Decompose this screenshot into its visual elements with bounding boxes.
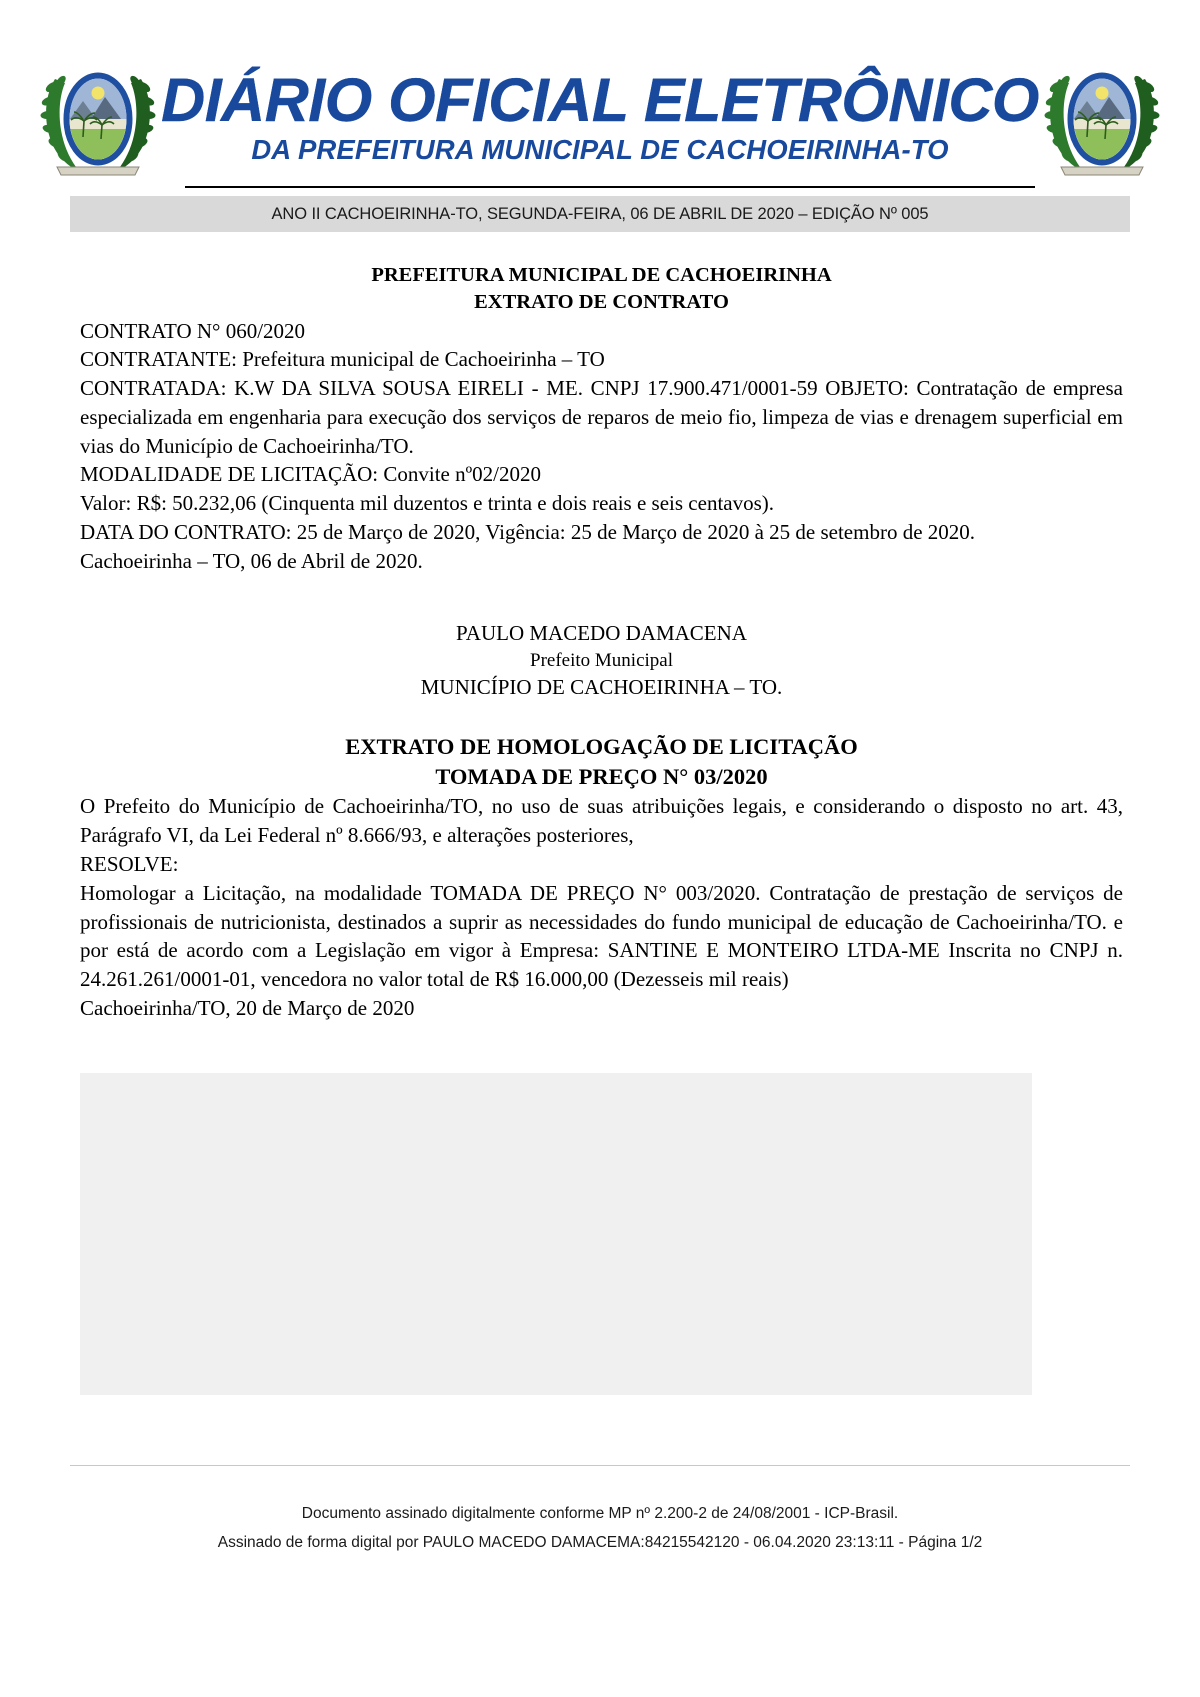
contract-signature-name: PAULO MACEDO DAMACENA bbox=[456, 621, 747, 646]
homologation-heading-main: EXTRATO DE HOMOLOGAÇÃO DE LICITAÇÃO bbox=[345, 733, 858, 759]
contract-signature-entity: MUNICÍPIO DE CACHOEIRINHA – TO. bbox=[420, 675, 783, 700]
document-body bbox=[80, 262, 1123, 1125]
homologation-resolve-body: Homologar a Licitação, na modalidade TOMADA DE PREÇO N° 003/2020. Contratação de prestação de serviços de profissionais de nutricionista, destinados a suprir as necessidades do fundo municipal de educação de Cachoeirinha/TO. e por está de acordo com a Legislação em vigor à Empresa: SANTINE E MONTEIRO LTDA-ME Inscrita no CNPJ n. 24.261.261/0001-01, vencedora no valor total de R$ 16.000,00 (Dezesseis mil reais) bbox=[80, 880, 1123, 992]
masthead-divider bbox=[185, 186, 1035, 188]
footer-signature-details: Assinado de forma digital por PAULO MACEDO DAMACEMA:84215542120 - 06.04.2020 23:13:11 - Página 1/2 bbox=[217, 1533, 983, 1551]
contract-heading-extrato: EXTRATO DE CONTRATO bbox=[474, 291, 729, 314]
homologation-resolve-label: RESOLVE: bbox=[80, 852, 179, 876]
masthead-title-primary: DIÁRIO OFICIAL ELETRÔNICO bbox=[161, 65, 1039, 134]
contract-contratada-objeto: CONTRATADA: K.W DA SILVA SOUSA EIRELI - ME. CNPJ 17.900.471/0001-59 OBJETO: Contratação de empresa especializada em engenharia para execução dos serviços de reparos de meio fio, limpeza de vias e drenagem superficial em vias do Município de Cachoeirinha/TO. bbox=[80, 376, 1123, 458]
footer-divider bbox=[70, 1465, 1130, 1466]
contract-heading-prefeitura: PREFEITURA MUNICIPAL DE CACHOEIRINHA bbox=[371, 264, 832, 286]
footer-signature-notice: Documento assinado digitalmente conforme MP nº 2.200-2 de 24/08/2001 - ICP-Brasil. bbox=[301, 1505, 899, 1522]
contract-local-data: Cachoeirinha – TO, 06 de Abril de 2020. bbox=[80, 548, 423, 573]
contract-signature-role: Prefeito Municipal bbox=[530, 649, 673, 671]
municipal-coat-of-arms-icon bbox=[1043, 57, 1161, 179]
masthead bbox=[70, 52, 1130, 184]
edition-bar-text: ANO II CACHOEIRINHA-TO, SEGUNDA-FEIRA, 06 DE ABRIL DE 2020 – EDIÇÃO Nº 005 bbox=[271, 204, 929, 223]
homologation-local-data: Cachoeirinha/TO, 20 de Março de 2020 bbox=[80, 995, 415, 1020]
contract-contratante: CONTRATANTE: Prefeitura municipal de Cachoeirinha – TO bbox=[80, 347, 605, 372]
section-extrato-de-contrato bbox=[80, 262, 1123, 702]
spacer bbox=[80, 575, 1123, 619]
contract-signature-block bbox=[80, 619, 1123, 701]
contract-valor: Valor: R$: 50.232,06 (Cinquenta mil duzentos e trinta e dois reais e seis centavos). bbox=[80, 491, 775, 516]
edition-bar bbox=[70, 196, 1130, 232]
municipal-coat-of-arms-icon bbox=[39, 57, 157, 179]
homologation-heading-sub: TOMADA DE PREÇO N° 03/2020 bbox=[435, 764, 768, 790]
footer bbox=[70, 1500, 1130, 1557]
masthead-title-secondary: DA PREFEITURA MUNICIPAL DE CACHOEIRINHA-TO bbox=[251, 133, 949, 165]
contract-modalidade: MODALIDADE DE LICITAÇÃO: Convite nº02/2020 bbox=[80, 462, 541, 487]
spacer bbox=[80, 1023, 1123, 1067]
contract-number: CONTRATO N° 060/2020 bbox=[80, 318, 306, 343]
section-extrato-homologacao bbox=[80, 732, 1123, 1126]
contract-data: DATA DO CONTRATO: 25 de Março de 2020, Vigência: 25 de Março de 2020 à 25 de setembro de 2020. bbox=[80, 519, 976, 544]
masthead-titles bbox=[157, 65, 1043, 165]
homologation-intro: O Prefeito do Município de Cachoeirinha/TO, no uso de suas atribuições legais, e considerando o disposto no art. 43, Parágrafo VI, da Lei Federal nº 8.666/93, e alterações posteriores, bbox=[80, 794, 1123, 848]
content-placeholder-block bbox=[80, 1073, 1032, 1395]
spacer bbox=[80, 702, 1123, 732]
